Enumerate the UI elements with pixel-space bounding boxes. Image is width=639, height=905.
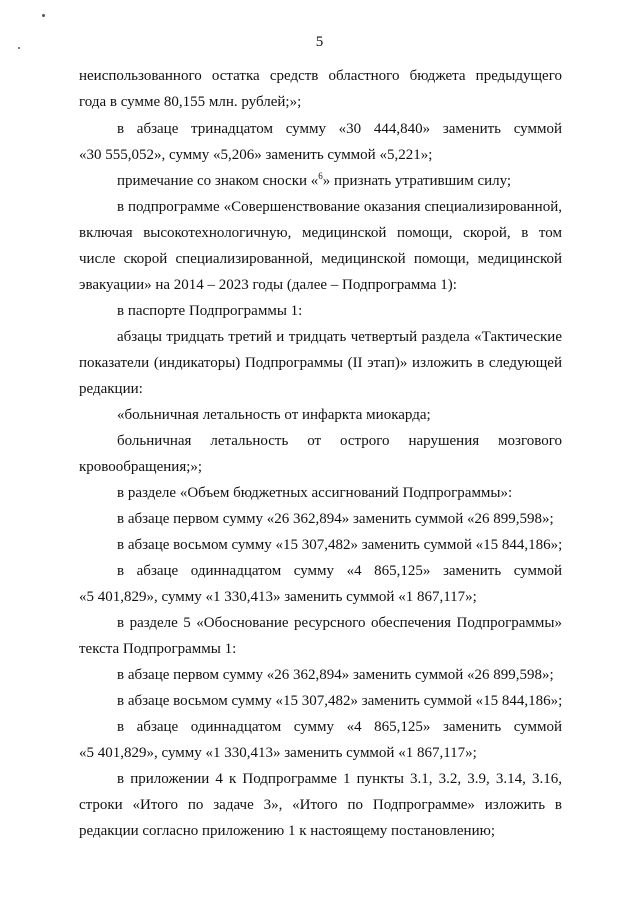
- text-line: в абзаце тринадцатом сумму «30 444,840» заменить суммой: [117, 121, 562, 137]
- text-line: «больничная летальность от инфаркта миокарда;: [117, 407, 431, 423]
- footnote-repeal-line: [117, 172, 562, 190]
- text-line: в абзаце одиннадцатом сумму «4 865,125» заменить суммой: [117, 719, 562, 735]
- footnote-mark: 6: [318, 171, 323, 181]
- text-line: в разделе «Объем бюджетных ассигнований Подпрограммы»:: [117, 485, 513, 501]
- text-line: в приложении 4 к Подпрограмме 1 пункты 3.1, 3.2, 3.9, 3.14, 3.16,: [117, 771, 562, 787]
- text-line: строки «Итого по задаче 3», «Итого по Подпрограмме» изложить в: [79, 797, 562, 813]
- scan-speck: [42, 14, 45, 17]
- text-fragment: » признать утратившим силу;: [322, 173, 512, 189]
- text-line: в подпрограмме «Совершенствование оказания специализированной,: [117, 199, 562, 215]
- text-line: абзацы тридцать третий и тридцать четвертый раздела «Тактические: [117, 329, 562, 345]
- text-line: в разделе 5 «Обоснование ресурсного обеспечения Подпрограммы»: [117, 615, 562, 631]
- text-line: «5 401,829», сумму «1 330,413» заменить суммой «1 867,117»;: [79, 745, 477, 761]
- page-number: 5: [315, 34, 324, 50]
- text-line: неиспользованного остатка средств областного бюджета предыдущего: [79, 68, 562, 84]
- text-line: редакции согласно приложению 1 к настоящему постановлению;: [79, 823, 495, 839]
- text-line: года в сумме 80,155 млн. рублей;»;: [79, 94, 302, 110]
- text-line: редакции:: [79, 381, 143, 397]
- text-line: «30 555,052», сумму «5,206» заменить суммой «5,221»;: [79, 147, 433, 163]
- text-line: показатели (индикаторы) Подпрограммы (II этап)» изложить в следующей: [79, 355, 562, 371]
- text-line: числе скорой специализированной, медицинской помощи, медицинской: [79, 251, 562, 267]
- text-line: эвакуации» на 2014 – 2023 годы (далее – Подпрограмма 1):: [79, 277, 457, 293]
- text-line: «5 401,829», сумму «1 330,413» заменить суммой «1 867,117»;: [79, 589, 477, 605]
- text-line: в абзаце восьмом сумму «15 307,482» заменить суммой «15 844,186»;: [117, 693, 563, 709]
- text-fragment: примечание со знаком сноски «: [117, 173, 319, 189]
- text-line: в паспорте Подпрограммы 1:: [117, 303, 303, 319]
- text-line: в абзаце одиннадцатом сумму «4 865,125» заменить суммой: [117, 563, 562, 579]
- text-line: включая высокотехнологичную, медицинской помощи, скорой, в том: [79, 225, 562, 241]
- text-line: кровообращения;»;: [79, 459, 203, 475]
- text-line: в абзаце восьмом сумму «15 307,482» заменить суммой «15 844,186»;: [117, 537, 563, 553]
- text-line: в абзаце первом сумму «26 362,894» заменить суммой «26 899,598»;: [117, 511, 554, 527]
- text-line: текста Подпрограммы 1:: [79, 641, 237, 657]
- text-line: в абзаце первом сумму «26 362,894» заменить суммой «26 899,598»;: [117, 667, 554, 683]
- text-line: больничная летальность от острого нарушения мозгового: [117, 433, 562, 449]
